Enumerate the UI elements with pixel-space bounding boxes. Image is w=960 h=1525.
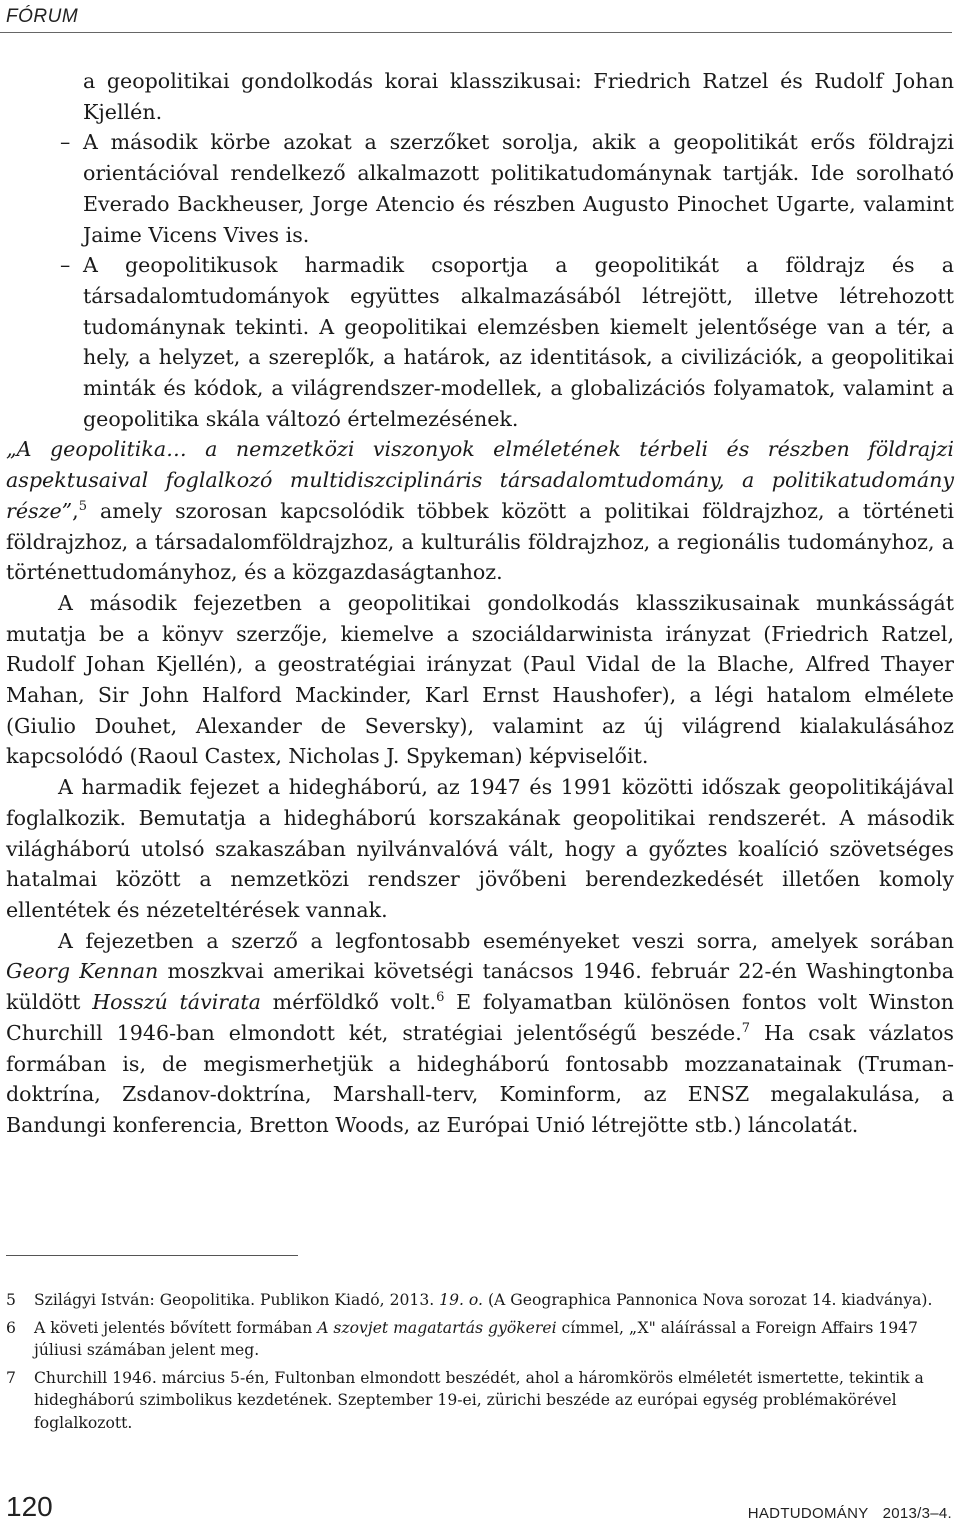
footnote-number: 7 [6, 1368, 16, 1387]
footnote-5 [6, 1289, 954, 1312]
quote-text: „A geopolitika… a nemzetközi viszonyok elméletének térbeli és részben földrajzi aspektusaival foglalkozó multidiszciplináris társadalomtudomány, a politikatudomány része” [6, 437, 954, 523]
footnote-ref-7[interactable]: 7 [741, 1020, 751, 1036]
dash-bullet: – [60, 253, 71, 278]
list-item [6, 127, 954, 250]
page-number: 120 [6, 1491, 53, 1522]
paragraph-text: mérföldkő volt. [260, 990, 437, 1015]
name-kennan: Georg Kennan [6, 959, 159, 984]
footnote-title: A szovjet magatartás gyökerei [317, 1318, 557, 1337]
footnote-ref-6[interactable]: 6 [436, 990, 445, 1006]
footnote-rule [6, 1255, 298, 1256]
paragraph-text: A fejezetben a szerző a legfontosabb eseményeket veszi sorra, amelyek sorában [58, 928, 954, 953]
paragraph: A harmadik fejezet a hidegháború, az 1947 és 1991 közötti időszak geopolitikájával foglalkozik. Bemutatja a hidegháború korszakának geopolitikai rendszerét. A második világháború utolsó szakaszában nyilvánvalóvá vált, hogy a győztes koalíció szövetséges hatalmai között a nemzetközi rendszer jövőbeni berendezkedését illetően komoly ellentétek és nézeteltérések vannak. [6, 775, 954, 922]
footnote-text: Churchill 1946. március 5-én, Fultonban elmondott beszédét, ahol a háromkörös elméletét ismertette, tekintik a hidegháború szimbolikus kezdetének. Szeptember 19-ei, zürichi beszéde az európai egység problémakörével foglalkozott. [34, 1368, 924, 1432]
journal-issue: 2013/3–4. [882, 1505, 952, 1522]
footnote-text: (A Geographica Pannonica Nova sorozat 14. kiadványa). [483, 1291, 933, 1309]
footnotes [6, 1289, 954, 1439]
footnote-text: A követi jelentés bővített formában [34, 1318, 318, 1337]
paragraph-text: moszkvai amerikai követségi tanácsos 1946. február 22-én Washingtonba küldött [6, 959, 954, 1015]
footnote-text: címmel, „X" aláírással a Foreign Affairs 1947 júliusi számában jelent meg. [34, 1318, 918, 1359]
dash-bullet: – [60, 130, 71, 155]
header-rule [0, 32, 952, 33]
footnote-text: Szilágyi István: Geopolitika. Publikon Kiadó, 2013. [34, 1291, 440, 1309]
list-item [6, 250, 954, 434]
footnote-page: 19. o. [439, 1291, 483, 1309]
list-item-continuation: a geopolitikai gondolkodás korai klasszikusai: Friedrich Ratzel és Rudolf Johan Kjellén. [83, 69, 954, 124]
journal-footer [734, 1505, 952, 1522]
article-body [6, 66, 954, 1141]
paragraph-text: Ha csak vázlatos formában is, de megismerhetjük a hidegháború fontosabb mozzanatainak (Truman-doktrína, Zsdanov-doktrína, Marshall-terv, Kominform, az ENSZ megalakulása, a Bandungi konferencia, Bretton Woods, az Európai Unió létrejötte stb.) láncolatát. [6, 1020, 954, 1137]
list-item-text: A geopolitikusok harmadik csoportja a geopolitikát a földrajz és a társadalomtudományok együttes alkalmazásából létrejött, illetve létrehozott tudománynak tekinti. A geopolitikai elemzésben kiemelt jelentősége van a tér, a hely, a helyzet, a szereplők, a határok, az identitások, a civilizációk, a geopolitikai minták és kódok, a világrendszer-modellek, a globalizációs folyamatok, valamint a geopolitika skála változó értelmezésének. [83, 253, 954, 431]
paragraph [6, 926, 954, 1141]
footnote-6 [6, 1317, 954, 1362]
footnote-number: 6 [6, 1318, 16, 1337]
footnote-number: 5 [6, 1291, 16, 1309]
paragraph-quote: „A geopolitika… a nemzetközi viszonyok elméletének térbeli és részben földrajzi aspektusaival foglalkozó multidiszciplináris társadalomtudomány, a politikatudomány része”,$^5$ amely szorosan kapcsolódik többek között a politikai földrajzhoz, a történeti földrajzhoz, a társadalomföldrajzhoz, a kulturális földrajzhoz, a regionális tudományhoz, a történettudományhoz, és a közgazdaságtanhoz. [6, 437, 954, 585]
journal-name: HADTUDOMÁNY [747, 1505, 869, 1522]
footnote-ref-5[interactable]: 5 [78, 498, 87, 514]
footnote-7 [6, 1367, 954, 1435]
paragraph: A második fejezetben a geopolitikai gondolkodás klasszikusainak munkásságát mutatja be a könyv szerzője, kiemelve a szociáldarwinista irányzat (Friedrich Ratzel, Rudolf Johan Kjellén), a geostratégiai irányzat (Paul Vidal de la Blache, Alfred Thayer Mahan, Sir John Halford Mackinder, Karl Ernst Haushofer), a légi hatalom elmélete (Giulio Douhet, Alexander de Seversky), valamint az új világrend kialakulásához kapcsolódó (Raoul Castex, Nicholas J. Spykeman) képviselőit. [6, 590, 954, 769]
list-item-text: A második körbe azokat a szerzőket sorolja, akik a geopolitikát erős földrajzi orientációval rendelkező alkalmazott politikatudománynak tartják. Ide sorolható Everado Backheuser, Jorge Atencio és részben Augusto Pinochet Ugarte, valamint Jaime Vicens Vives is. [83, 130, 954, 247]
section-header: FÓRUM [6, 6, 79, 27]
title-long-telegram: Hosszú távirata [92, 990, 261, 1015]
paragraph-text: E folyamatban különösen fontos volt Winston Churchill 1946-ban elmondott két, stratégiai jelentőségű beszéde. [6, 990, 955, 1045]
quote-continuation: amely szorosan kapcsolódik többek között a politikai földrajzhoz, a történeti földrajzhoz, a társadalomföldrajzhoz, a kulturális földrajzhoz, a regionális tudományhoz, a történettudományhoz, és a közgazdaságtanhoz. [6, 498, 954, 585]
